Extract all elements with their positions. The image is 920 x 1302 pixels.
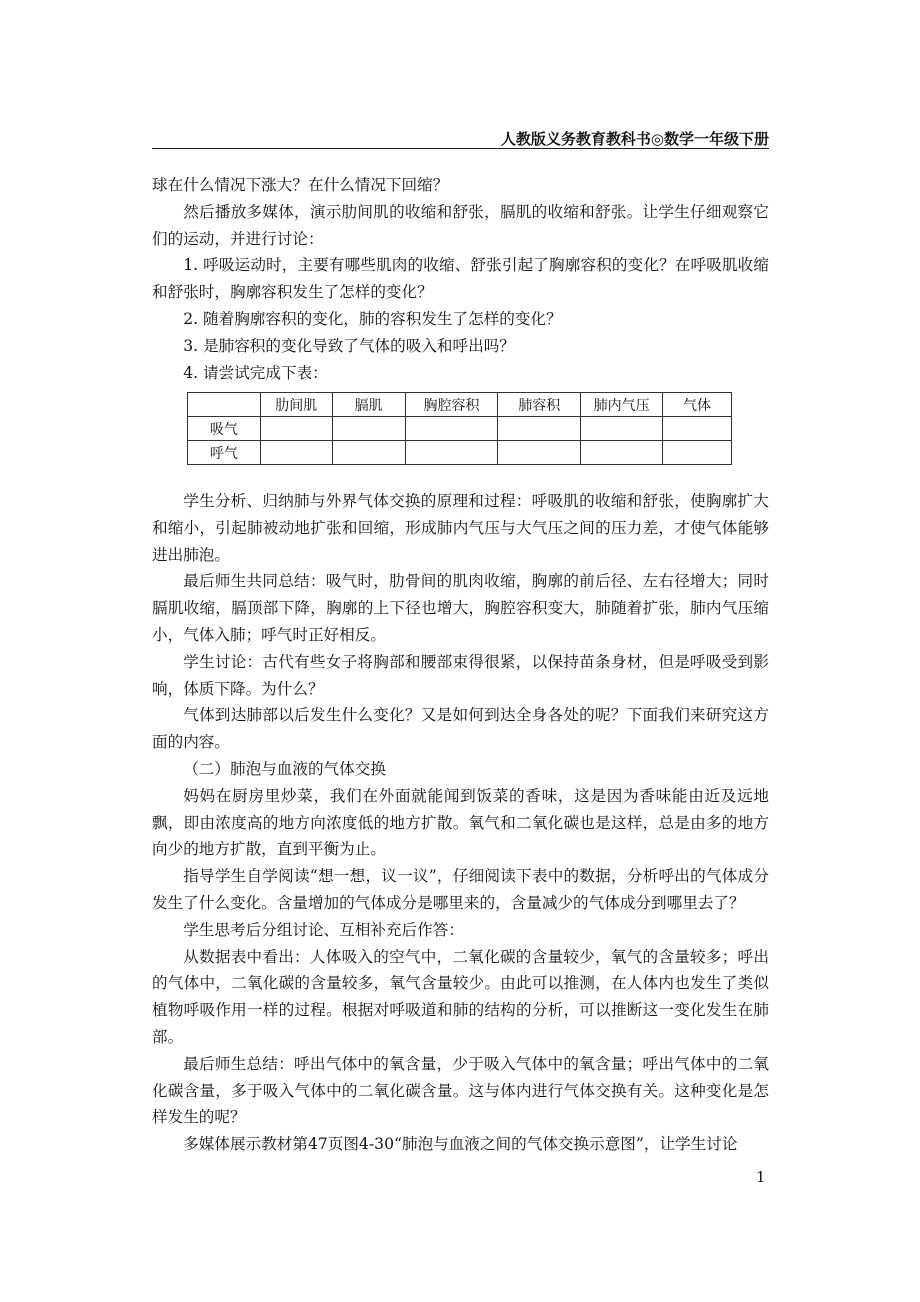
paragraph: 最后师生共同总结：吸气时，肋骨间的肌肉收缩，胸廓的前后径、左右径增大；同时膈肌收缩，膈顶部下降，胸廓的上下径也增大，胸腔容积变大，肺随着扩张，肺内气压缩小，气体入肺；呼气时正好相反。 — [152, 572, 769, 644]
breathing-table — [187, 392, 732, 465]
table-cell — [332, 441, 405, 465]
page-number: 1 — [756, 1168, 766, 1186]
paragraph: 最后师生总结：呼出气体中的氧含量，少于吸入气体中的氧含量；呼出气体中的二氧化碳含量，多于吸入气体中的二氧化碳含量。这与体内进行气体交换有关。这种变化是怎样发生的呢？ — [152, 1054, 769, 1127]
table-header-row — [188, 393, 732, 417]
question-1: 1. 呼吸运动时，主要有哪些肌肉的收缩、舒张引起了胸廓容积的变化？在呼吸肌收缩和舒张时，胸廓容积发生了怎样的变化？ — [152, 256, 769, 302]
table-cell — [663, 417, 732, 441]
table-cell — [498, 441, 581, 465]
table-header-cell — [188, 393, 261, 417]
running-header: 人教版义务教育教科书◎数学一年级下册 — [500, 130, 769, 148]
main-body — [152, 488, 769, 1158]
table-cell — [498, 417, 581, 441]
table-header-cell: 肺内气压 — [581, 393, 663, 417]
paragraph: 指导学生自学阅读“想一想，议一议”，仔细阅读下表中的数据，分析呼出的气体成分发生了什么变化。含量增加的气体成分是哪里来的，含量减少的气体成分到哪里去了？ — [152, 867, 769, 912]
table-header-cell: 气体 — [663, 393, 732, 417]
paragraph: 妈妈在厨房里炒菜，我们在外面就能闻到饭菜的香味，这是因为香味能由近及远地飘，即由浓度高的地方向浓度低的地方扩散。氧气和二氧化碳也是这样，总是由多的地方向少的地方扩散，直到平衡为止。 — [152, 786, 769, 859]
table-row — [188, 417, 732, 441]
table-cell — [663, 441, 732, 465]
section-heading: （二）肺泡与血液的气体交换 — [183, 759, 386, 778]
question-3: 3. 是肺容积的变化导致了气体的吸入和呼出吗？ — [183, 336, 515, 355]
question-2: 2. 随着胸廓容积的变化，肺的容积发生了怎样的变化？ — [183, 309, 562, 328]
table-row-label: 吸气 — [188, 417, 261, 441]
paragraph: 多媒体展示教材第47页图4-30“肺泡与血液之间的气体交换示意图”，让学生讨论 — [183, 1135, 738, 1154]
table-header-cell: 肺容积 — [498, 393, 581, 417]
table-cell — [260, 441, 332, 465]
paragraph: 学生分析、归纳肺与外界气体交换的原理和过程：呼吸肌的收缩和舒张，使胸廓扩大和缩小，引起肺被动地扩张和回缩，形成肺内气压与大气压之间的压力差，才使气体能够进出肺泡。 — [152, 492, 769, 564]
table-cell — [581, 441, 663, 465]
table-header-cell: 膈肌 — [332, 393, 405, 417]
intro-section — [152, 172, 769, 386]
table-cell — [405, 417, 498, 441]
table-header-cell: 肋间肌 — [260, 393, 332, 417]
table-cell — [332, 417, 405, 441]
table-row-label: 呼气 — [188, 441, 261, 465]
paragraph: 气体到达肺部以后发生什么变化？又是如何到达全身各处的呢？下面我们来研究这方面的内容。 — [152, 706, 769, 752]
table-row — [188, 441, 732, 465]
table-cell — [405, 441, 498, 465]
table-header-cell: 胸腔容积 — [405, 393, 498, 417]
table-cell — [260, 417, 332, 441]
intro-paragraph: 然后播放多媒体，演示肋间肌的收缩和舒张，膈肌的收缩和舒张。让学生仔细观察它们的运动，并进行讨论： — [152, 202, 769, 248]
question-4: 4. 请尝试完成下表： — [183, 363, 328, 382]
intro-paragraph: 球在什么情况下涨大？在什么情况下回缩？ — [152, 176, 449, 194]
paragraph: 从数据表中看出：人体吸入的空气中，二氧化碳的含量较少，氧气的含量较多；呼出的气体中，二氧化碳的含量较多，氧气含量较少。由此可以推测，在人体内也发生了类似植物呼吸作用一样的过程。根据对呼吸道和肺的结构的分析，可以推断这一变化发生在肺部。 — [152, 947, 769, 1046]
table-cell — [581, 417, 663, 441]
paragraph: 学生思考后分组讨论、互相补充后作答： — [183, 920, 464, 939]
paragraph: 学生讨论：古代有些女子将胸部和腰部束得很紧，以保持苗条身材，但是呼吸受到影响，体质下降。为什么？ — [152, 652, 769, 698]
header-rule — [152, 148, 769, 149]
